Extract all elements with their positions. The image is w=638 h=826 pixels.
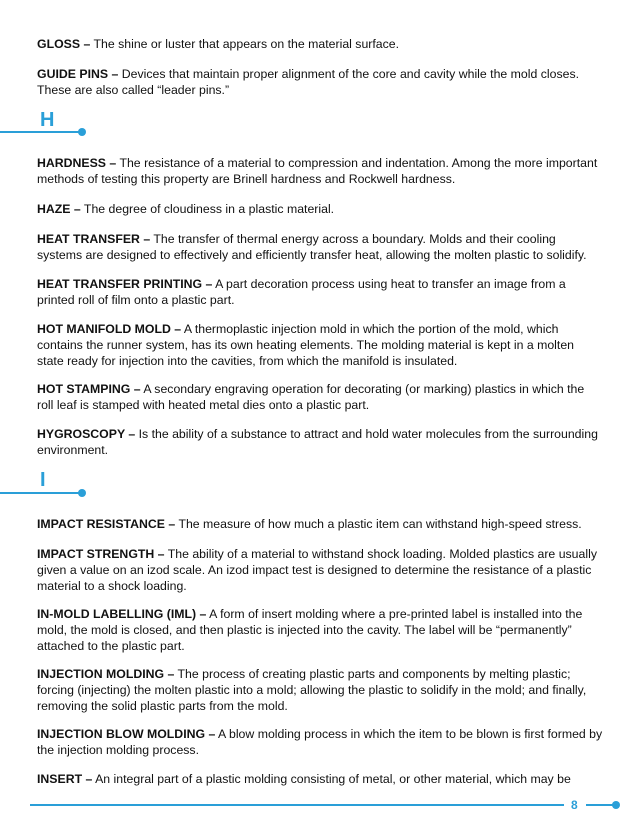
glossary-definition: A part decoration process using heat to transfer an image from a printed roll of film onto a plastic part.: [37, 277, 566, 307]
glossary-definition: Is the ability of a substance to attract and hold water molecules from the surrounding environment.: [37, 427, 598, 457]
glossary-term: HEAT TRANSFER PRINTING –: [37, 277, 213, 291]
glossary-entry-guide-pins: [37, 66, 603, 98]
footer-divider-line-right: [586, 804, 614, 806]
glossary-definition: The degree of cloudiness in a plastic material.: [80, 202, 335, 216]
glossary-term: HOT MANIFOLD MOLD –: [37, 322, 182, 336]
glossary-term: HAZE –: [37, 202, 81, 216]
glossary-definition: The shine or luster that appears on the material surface.: [90, 37, 400, 51]
glossary-definition: A blow molding process in which the item to be blown is first formed by the injection molding process.: [37, 727, 603, 757]
glossary-entry-impact-strength: [37, 546, 603, 594]
glossary-entry-hot-manifold-mold: [37, 321, 603, 369]
glossary-term: GLOSS –: [37, 37, 91, 51]
footer-divider-dot: [612, 801, 620, 809]
glossary-entry-in-mold-labelling: [37, 606, 603, 654]
glossary-entry-impact-resistance: [37, 516, 603, 532]
glossary-entry-haze: [37, 201, 603, 217]
glossary-term: IMPACT RESISTANCE –: [37, 517, 176, 531]
glossary-definition: A form of insert molding where a pre-printed label is installed into the mold, the mold is closed, and then plastic is injected into the cavity. The label will be “permanently” attached to the plastic part.: [37, 607, 583, 653]
glossary-definition: A secondary engraving operation for decorating (or marking) plastics in which the roll leaf is stamped with heated metal dies onto a plastic part.: [37, 382, 585, 412]
section-divider-dot: [78, 128, 86, 136]
glossary-definition: The process of creating plastic parts and components by melting plastic; forcing (injecting) the molten plastic into a mold; allowing the plastic to solidify in the mold; and finally, removing the solid plastic parts from the mold.: [37, 667, 587, 713]
section-divider-line: [0, 131, 80, 133]
glossary-term: INSERT –: [37, 772, 93, 786]
footer-divider-line: [30, 804, 564, 806]
glossary-entry-injection-molding: [37, 666, 603, 714]
glossary-entry-insert: [37, 771, 603, 787]
glossary-term: HOT STAMPING –: [37, 382, 141, 396]
glossary-definition: A thermoplastic injection mold in which the portion of the mold, which contains the runner system, has its own heating elements. The molding material is kept in a molten state ready for injection into the cavities, from which the manifold is insulated.: [37, 322, 575, 368]
glossary-term: HEAT TRANSFER –: [37, 232, 151, 246]
glossary-definition: The resistance of a material to compression and indentation. Among the more important methods of testing this property are Brinell hardness and Rockwell hardness.: [37, 156, 598, 186]
glossary-term: INJECTION MOLDING –: [37, 667, 175, 681]
glossary-definition: Devices that maintain proper alignment of the core and cavity while the mold closes. These are also called “leader pins.”: [37, 67, 580, 97]
glossary-term: GUIDE PINS –: [37, 67, 119, 81]
section-divider-dot: [78, 489, 86, 497]
glossary-definition: An integral part of a plastic molding consisting of metal, or other material, which may be: [92, 772, 571, 786]
glossary-term: IMPACT STRENGTH –: [37, 547, 165, 561]
section-letter-h: H: [40, 109, 55, 131]
glossary-term: IN-MOLD LABELLING (IML) –: [37, 607, 207, 621]
glossary-definition: The ability of a material to withstand shock loading. Molded plastics are usually given a value on an izod scale. An izod impact test is designed to determine the resistance of a plastic material to a shock loading.: [37, 547, 597, 593]
glossary-term: HARDNESS –: [37, 156, 117, 170]
glossary-term: INJECTION BLOW MOLDING –: [37, 727, 216, 741]
glossary-entry-hot-stamping: [37, 381, 603, 413]
glossary-entry-heat-transfer: [37, 231, 603, 263]
glossary-entry-hygroscopy: [37, 426, 603, 458]
glossary-entry-hardness: [37, 155, 603, 187]
glossary-definition: The transfer of thermal energy across a boundary. Molds and their cooling systems are designed to effectively and efficiently transfer heat, allowing the molten plastic to solidify.: [37, 232, 587, 262]
page-number: 8: [571, 798, 578, 812]
glossary-term: HYGROSCOPY –: [37, 427, 136, 441]
glossary-definition: The measure of how much a plastic item can withstand high-speed stress.: [175, 517, 582, 531]
glossary-entry-gloss: [37, 36, 603, 52]
section-divider-line: [0, 492, 80, 494]
glossary-entry-injection-blow-molding: [37, 726, 603, 758]
section-letter-i: I: [40, 469, 46, 491]
glossary-entry-heat-transfer-printing: [37, 276, 603, 308]
